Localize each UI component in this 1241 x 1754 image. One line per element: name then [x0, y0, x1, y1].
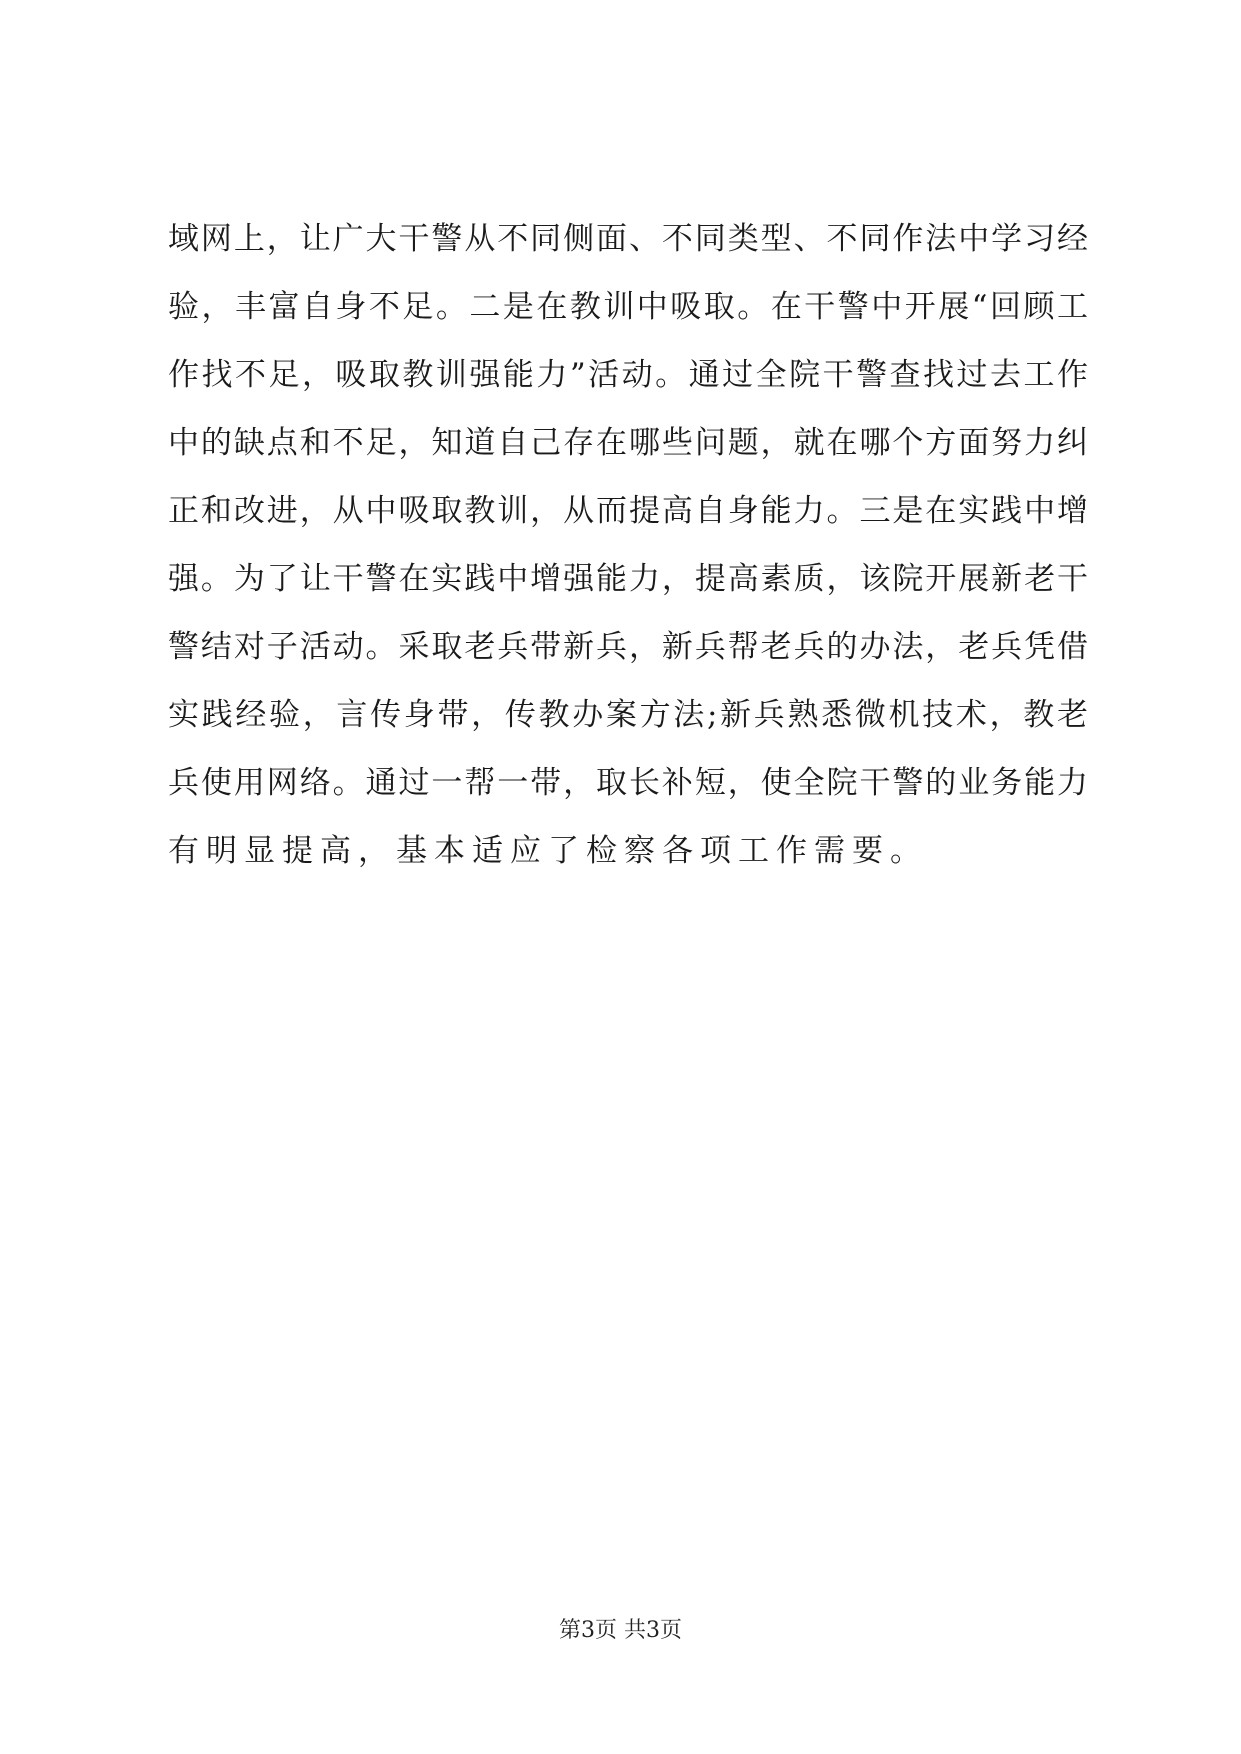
paragraph-line: 域网上，让广大干警从不同侧面、不同类型、不同作法中学习经 — [168, 221, 1088, 257]
paragraph-line: 正和改进，从中吸取教训，从而提高自身能力。三是在实践中增 — [168, 493, 1088, 529]
paragraph-line: 警结对子活动。采取老兵带新兵，新兵帮老兵的办法，老兵凭借 — [168, 629, 1088, 665]
page-number-footer: 第3页 共3页 — [559, 1618, 682, 1643]
paragraph-line: 兵使用网络。通过一帮一带，取长补短，使全院干警的业务能力 — [168, 765, 1088, 801]
paragraph-line: 中的缺点和不足，知道自己存在哪些问题，就在哪个方面努力纠 — [168, 425, 1088, 461]
paragraph-line: 作找不足，吸取教训强能力”活动。通过全院干警查找过去工作 — [168, 357, 1088, 393]
paragraph-line: 强。为了让干警在实践中增强能力，提高素质，该院开展新老干 — [168, 561, 1088, 597]
paragraph-line: 验，丰富自身不足。二是在教训中吸取。在干警中开展“回顾工 — [168, 289, 1088, 325]
body-paragraph — [168, 205, 1088, 885]
paragraph-line: 有明显提高，基本适应了检察各项工作需要。 — [168, 833, 928, 869]
paragraph-line: 实践经验，言传身带，传教办案方法;新兵熟悉微机技术，教老 — [168, 697, 1088, 733]
